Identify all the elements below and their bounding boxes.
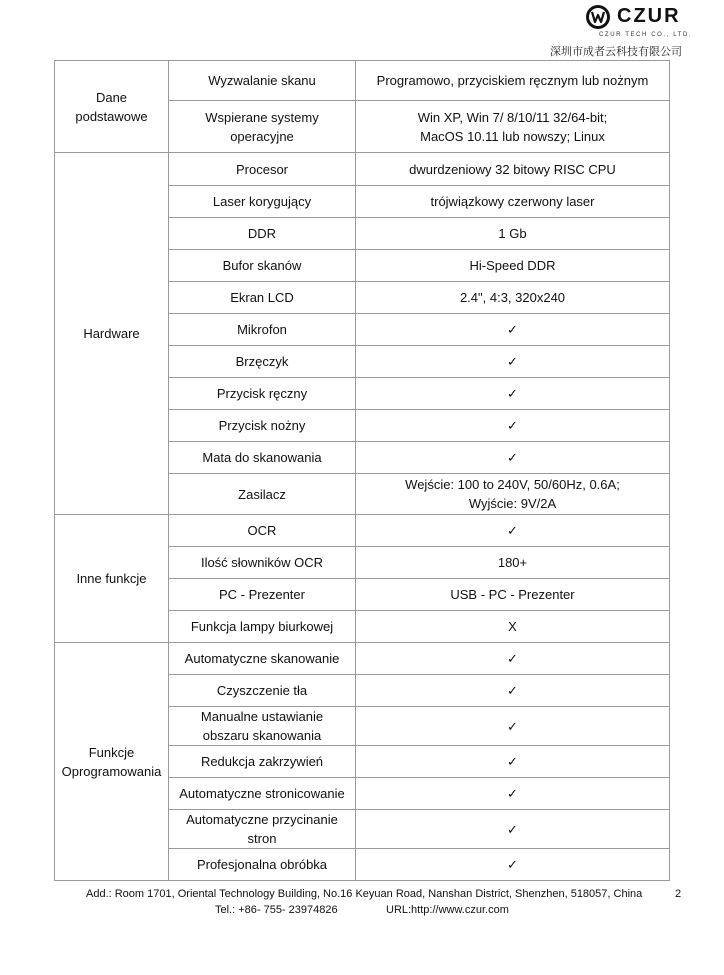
spec-label: Brzęczyk: [169, 346, 356, 378]
check-mark: ✓: [356, 378, 670, 410]
spec-label: Bufor skanów: [169, 250, 356, 282]
footer-address: Add.: Room 1701, Oriental Technology Building, No.16 Keyuan Road, Nanshan District, Shenzhen, 518057, China: [86, 888, 643, 900]
spec-label: DDR: [169, 218, 356, 250]
spec-label: Redukcja zakrzywień: [169, 746, 356, 778]
page-header: [0, 0, 724, 60]
spec-value: dwurdzeniowy 32 bitowy RISC CPU: [356, 153, 670, 186]
spec-value: X: [356, 611, 670, 643]
spec-label: Automatyczne stronicowanie: [169, 778, 356, 810]
spec-label: Laser korygujący: [169, 186, 356, 218]
check-mark: ✓: [356, 314, 670, 346]
spec-label: Przycisk ręczny: [169, 378, 356, 410]
spec-value: Wejście: 100 to 240V, 50/60Hz, 0.6A; Wyjście: 9V/2A: [356, 474, 670, 515]
check-mark: ✓: [356, 849, 670, 881]
spec-value: USB - PC - Prezenter: [356, 579, 670, 611]
table-row: [55, 515, 670, 547]
spec-label: Wyzwalanie skanu: [169, 61, 356, 101]
check-mark: ✓: [356, 675, 670, 707]
check-mark: ✓: [356, 707, 670, 746]
table-row: [55, 153, 670, 186]
check-mark: ✓: [356, 442, 670, 474]
check-mark: ✓: [356, 810, 670, 849]
spec-label: Zasilacz: [169, 474, 356, 515]
table-row: [55, 61, 670, 101]
page-number: 2: [675, 888, 682, 900]
check-mark: ✓: [356, 515, 670, 547]
spec-label: Procesor: [169, 153, 356, 186]
spec-label: Manualne ustawianie obszaru skanowania: [169, 707, 356, 746]
czur-logo-icon: [585, 4, 611, 30]
spec-table: [54, 60, 670, 881]
check-mark: ✓: [356, 643, 670, 675]
spec-value: Programowo, przyciskiem ręcznym lub nożnym: [356, 61, 670, 101]
spec-label: Mata do skanowania: [169, 442, 356, 474]
section-name: Hardware: [55, 153, 169, 515]
spec-value: trójwiązkowy czerwony laser: [356, 186, 670, 218]
section-name: Inne funkcje: [55, 515, 169, 643]
spec-label: Wspierane systemy operacyjne: [169, 101, 356, 153]
spec-label: OCR: [169, 515, 356, 547]
brand-subtitle: CZUR TECH CO., LTD.: [599, 32, 693, 38]
spec-label: Automatyczne przycinanie stron: [169, 810, 356, 849]
spec-label: Ekran LCD: [169, 282, 356, 314]
table-row: [55, 643, 670, 675]
spec-value: Win XP, Win 7/ 8/10/11 32/64-bit; MacOS 10.11 lub nowszy; Linux: [356, 101, 670, 153]
brand-logo: [585, 4, 681, 32]
spec-label: Przycisk nożny: [169, 410, 356, 442]
spec-label: Funkcja lampy biurkowej: [169, 611, 356, 643]
spec-label: Czyszczenie tła: [169, 675, 356, 707]
check-mark: ✓: [356, 778, 670, 810]
footer-tel: Tel.: +86- 755- 23974826: [215, 904, 338, 916]
spec-label: Automatyczne skanowanie: [169, 643, 356, 675]
section-name: Funkcje Oprogramowania: [55, 643, 169, 881]
spec-table-body: [55, 61, 670, 881]
spec-value: 1 Gb: [356, 218, 670, 250]
spec-value: Hi-Speed DDR: [356, 250, 670, 282]
spec-label: Mikrofon: [169, 314, 356, 346]
footer-url: URL:http://www.czur.com: [386, 904, 509, 916]
check-mark: ✓: [356, 346, 670, 378]
section-name: Dane podstawowe: [55, 61, 169, 153]
brand-name: CZUR: [617, 5, 681, 27]
spec-label: Ilość słowników OCR: [169, 547, 356, 579]
check-mark: ✓: [356, 410, 670, 442]
spec-label: Profesjonalna obróbka: [169, 849, 356, 881]
spec-label: PC - Prezenter: [169, 579, 356, 611]
check-mark: ✓: [356, 746, 670, 778]
spec-value: 180+: [356, 547, 670, 579]
company-name-cn: 深圳市成者云科技有限公司: [550, 45, 682, 58]
spec-value: 2.4", 4:3, 320x240: [356, 282, 670, 314]
